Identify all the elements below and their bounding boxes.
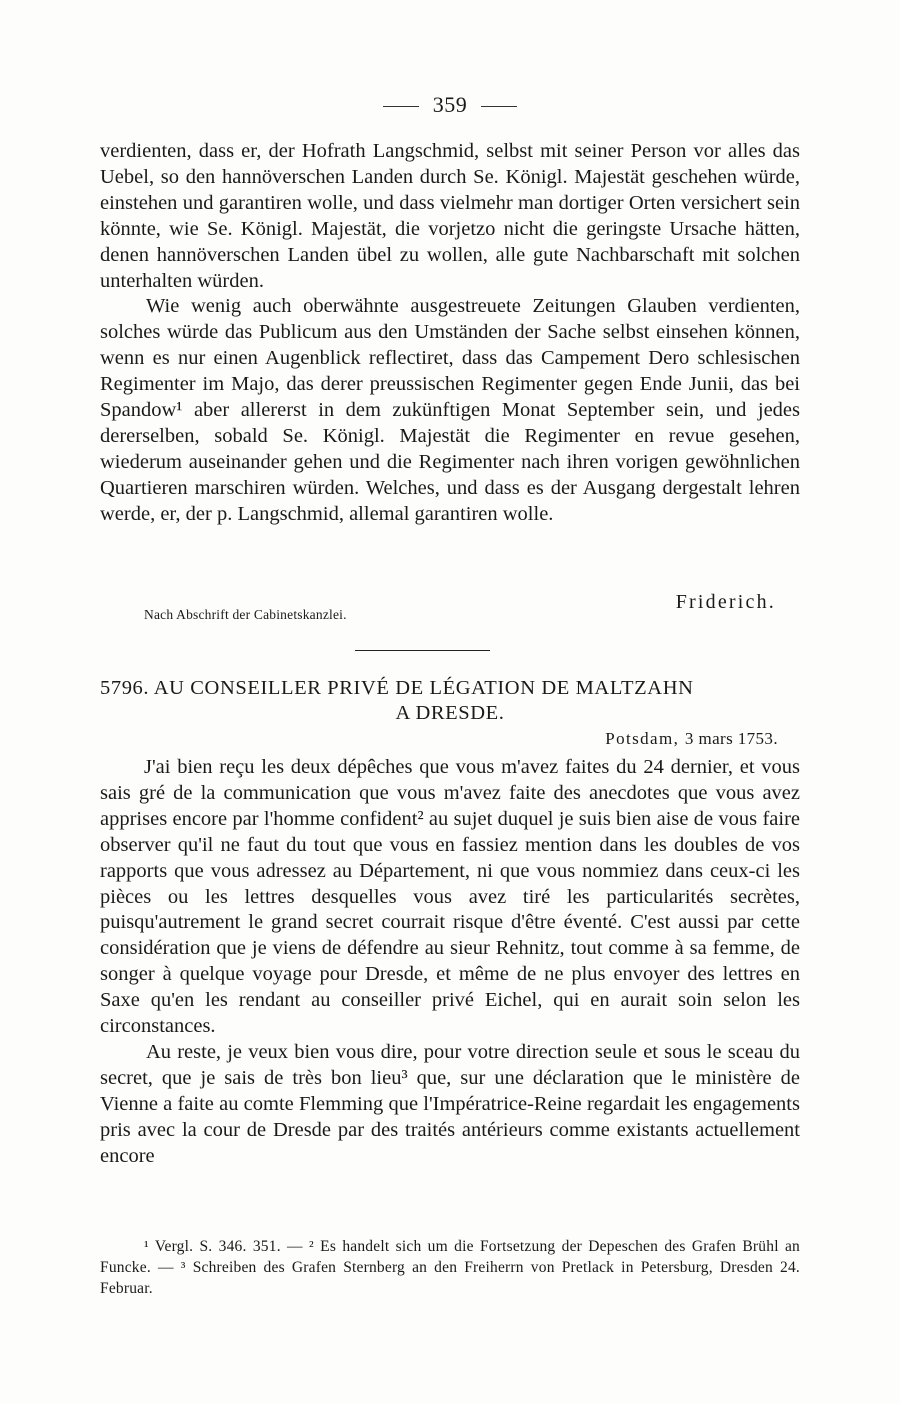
document-number: 5796.	[100, 677, 150, 699]
german-paragraph-continued: verdienten, dass er, der Hofrath Langschmid, selbst mit seiner Person vor alles das Uebel, so den hannöverschen Landen durch Se. Königl. Majestät geschehen würde, einstehen und garantiren wolle, und dass vielmehr man dortiger Orten versichert sein könnte, wie Se. Königl. Majestät, die vorjetzo nicht die geringste Ursache hätten, denen hannöverschen Landen übel zu wollen, alle gute Nachbarschaft mit solchen unterhalten würden.	[100, 140, 800, 292]
document-title-line1: AU CONSEILLER PRIVÉ DE LÉGATION DE MALTZAHN	[153, 677, 694, 699]
german-paragraph: Wie wenig auch oberwähnte ausgestreuete Zeitungen Glauben verdienten, solches würde das Publicum aus den Umständen der Sache selbst einsehen können, wenn es nur einen Augenblick reflectiret, dass das Campement Dero schlesischen Regimenter im Majo, das derer preussischen Regimenter gegen Ende Junii, das bei Spandow¹ aber allererst in dem zukünftigen Monat September sein, und jedes dererselben, sobald Se. Königl. Majestät die Regimenter en revue gesehen, wiederum auseinander gehen und die Regimenter nach ihren vorigen gewöhnlichen Quartieren marschiren würden. Welches, und dass es der Ausgang dergestalt lehren werde, er, der p. Langschmid, allemal garantiren wolle.	[100, 295, 800, 525]
date-value: 3 mars 1753.	[684, 729, 778, 748]
section-divider	[355, 650, 490, 651]
letter-paragraph: Au reste, je veux bien vous dire, pour votre direction seule et sous le sceau du secret, que je sais de très bon lieu³ que, sur une déclaration que le ministère de Vienne a faite au comte Flemming que l'Impératrice-Reine regardait les engagements pris avec la cour de Dresde par des traités antérieurs comme existants actuellement encore	[100, 1040, 800, 1167]
header-dash-left	[383, 106, 419, 107]
german-text-block	[100, 139, 800, 528]
document-title-line2: A DRESDE.	[395, 702, 505, 724]
dateline	[605, 729, 778, 749]
book-page	[100, 0, 800, 1404]
document-heading	[100, 676, 800, 726]
page-header	[100, 92, 800, 118]
footnotes	[100, 1236, 800, 1299]
page-number: 359	[432, 92, 468, 117]
letter-paragraph: J'ai bien reçu les deux dépêches que vous m'avez faites du 24 dernier, et vous sais gré de la communication que vous m'avez faite des anecdotes que vous avez apprises encore par l'homme confident² au sujet duquel je suis bien aise de vous faire observer qu'il ne faut du tout que vous en fassiez mention dans les doubles de vos rapports que vous adressez au Département, ni que vous nommiez dans ceux-ci les pièces ou les lettres desquelles vous avez tiré les particularités secrètes, puisqu'autrement le grand secret courrait risque d'être éventé. C'est aussi par cette considération que je viens de défendre au sieur Rehnitz, tout comme à sa femme, de songer à quelque voyage pour Dresde, et même de ne plus envoyer des lettres en Saxe qu'en les rendant au conseiller privé Eichel, qui en aurait soin selon les circonstances.	[100, 756, 800, 1038]
signature: Friderich.	[675, 591, 776, 613]
footnote-text: ¹ Vergl. S. 346. 351. — ² Es handelt sich um die Fortsetzung der Depeschen des Grafen Brühl an Funcke. — ³ Schreiben des Grafen Sternberg an den Freiherrn von Pretlack in Petersburg, Dresden 24. Februar.	[100, 1238, 800, 1297]
date-place: Potsdam,	[605, 729, 680, 748]
letter-text-block	[100, 755, 800, 1170]
header-dash-right	[481, 106, 517, 107]
source-note: Nach Abschrift der Cabinetskanzlei.	[144, 607, 347, 622]
